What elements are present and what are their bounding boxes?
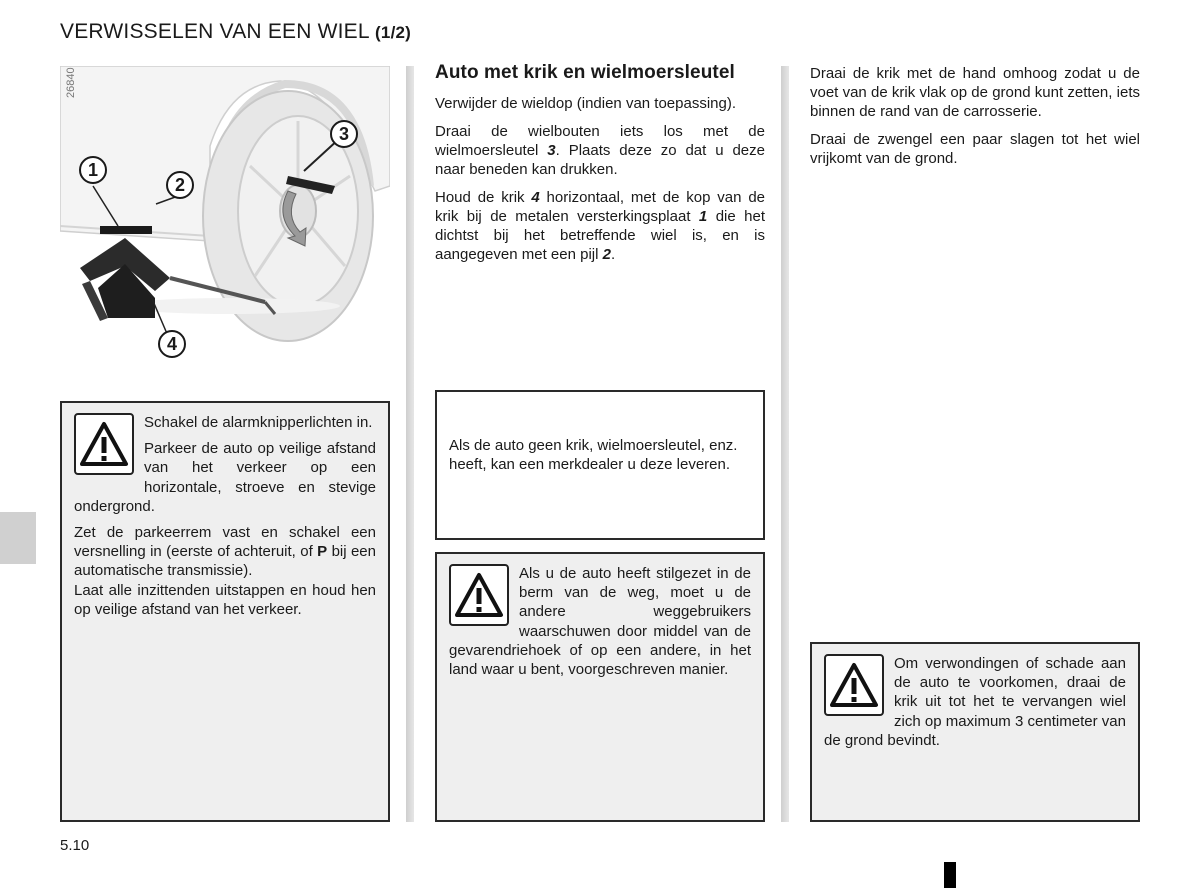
injury-warning-box <box>810 642 1140 822</box>
road-warning-text: Als u de auto heeft stilgezet in de berm van de weg, moet u de andere weggebruikers waarschuwen door middel van de gevarendriehoek of op een andere, in het land waar u bent, voorgeschreven manier. <box>449 565 751 679</box>
paragraph-position-jack: Houd de krik 4 horizontaal, met de kop van de krik bij de metalen versterkingsplaat 1 die het dichtst bij het betreffende wiel is, en is aangegeven met een pijl 2. <box>435 189 766 263</box>
page-title: VERWISSELEN VAN EEN WIEL (1/2) <box>60 20 412 43</box>
injury-warning-text: Om verwondingen of schade aan de auto te voorkomen, draai de krik uit tot het te vervangen wiel zich op maximum 3 centimeter van de grond bevindt. <box>824 655 1126 749</box>
column-separator <box>781 66 789 822</box>
dealer-note-text: Als de auto geen krik, wielmoersleutel, enz. heeft, kan een merkdealer u deze leveren. <box>449 437 738 474</box>
road-warning-box <box>435 552 765 822</box>
callout-2: 2 <box>174 175 186 195</box>
callout-4: 4 <box>166 334 178 354</box>
middle-column <box>435 62 765 273</box>
warning-triangle-icon <box>449 564 509 626</box>
section-heading: Auto met krik en wielmoersleutel <box>435 62 735 83</box>
paragraph-remove-hubcap: Verwijder de wieldop (indien van toepassing). <box>435 95 737 112</box>
warning-text-park: Parkeer de auto op veilige afstand van het verkeer op een horizontale, stroeve en stevige ondergrond. <box>74 440 376 515</box>
right-column <box>810 64 1140 177</box>
chapter-tab <box>0 512 36 564</box>
warning-text-hazard-lights: Schakel de alarmknipperlichten in. <box>144 414 373 431</box>
jack-illustration <box>60 66 390 364</box>
figure-code: 26840 <box>65 67 77 98</box>
page-number: 5.10 <box>60 837 90 854</box>
page-title-suffix: (1/2) <box>375 23 412 42</box>
callout-1: 1 <box>87 160 99 180</box>
warning-triangle-icon <box>74 413 134 475</box>
callout-3: 3 <box>338 124 350 144</box>
warning-triangle-icon <box>824 654 884 716</box>
column-separator <box>406 66 414 822</box>
safety-warning-box <box>60 401 390 822</box>
paragraph-turn-crank: Draai de zwengel een paar slagen tot het wiel vrijkomt van de grond. <box>810 131 1140 167</box>
paragraph-loosen-bolts: Draai de wielbouten iets los met de wielmoersleutel 3. Plaats deze zo dat u deze naar beneden kan drukken. <box>435 123 765 178</box>
paragraph-raise-jack: Draai de krik met de hand omhoog zodat u de voet van de krik vlak op de grond kunt zetten, iets binnen de rand van de carrosserie. <box>810 65 1140 120</box>
dealer-note-box <box>435 390 765 540</box>
warning-text-parking-brake: Zet de parkeerrem vast en schakel een versnelling in (eerste of achteruit, of P bij een automatische transmissie). Laat alle inzittenden uitstappen en houd hen op veilige afstand van het verkeer. <box>74 524 376 618</box>
page-edge-marker <box>944 862 956 888</box>
